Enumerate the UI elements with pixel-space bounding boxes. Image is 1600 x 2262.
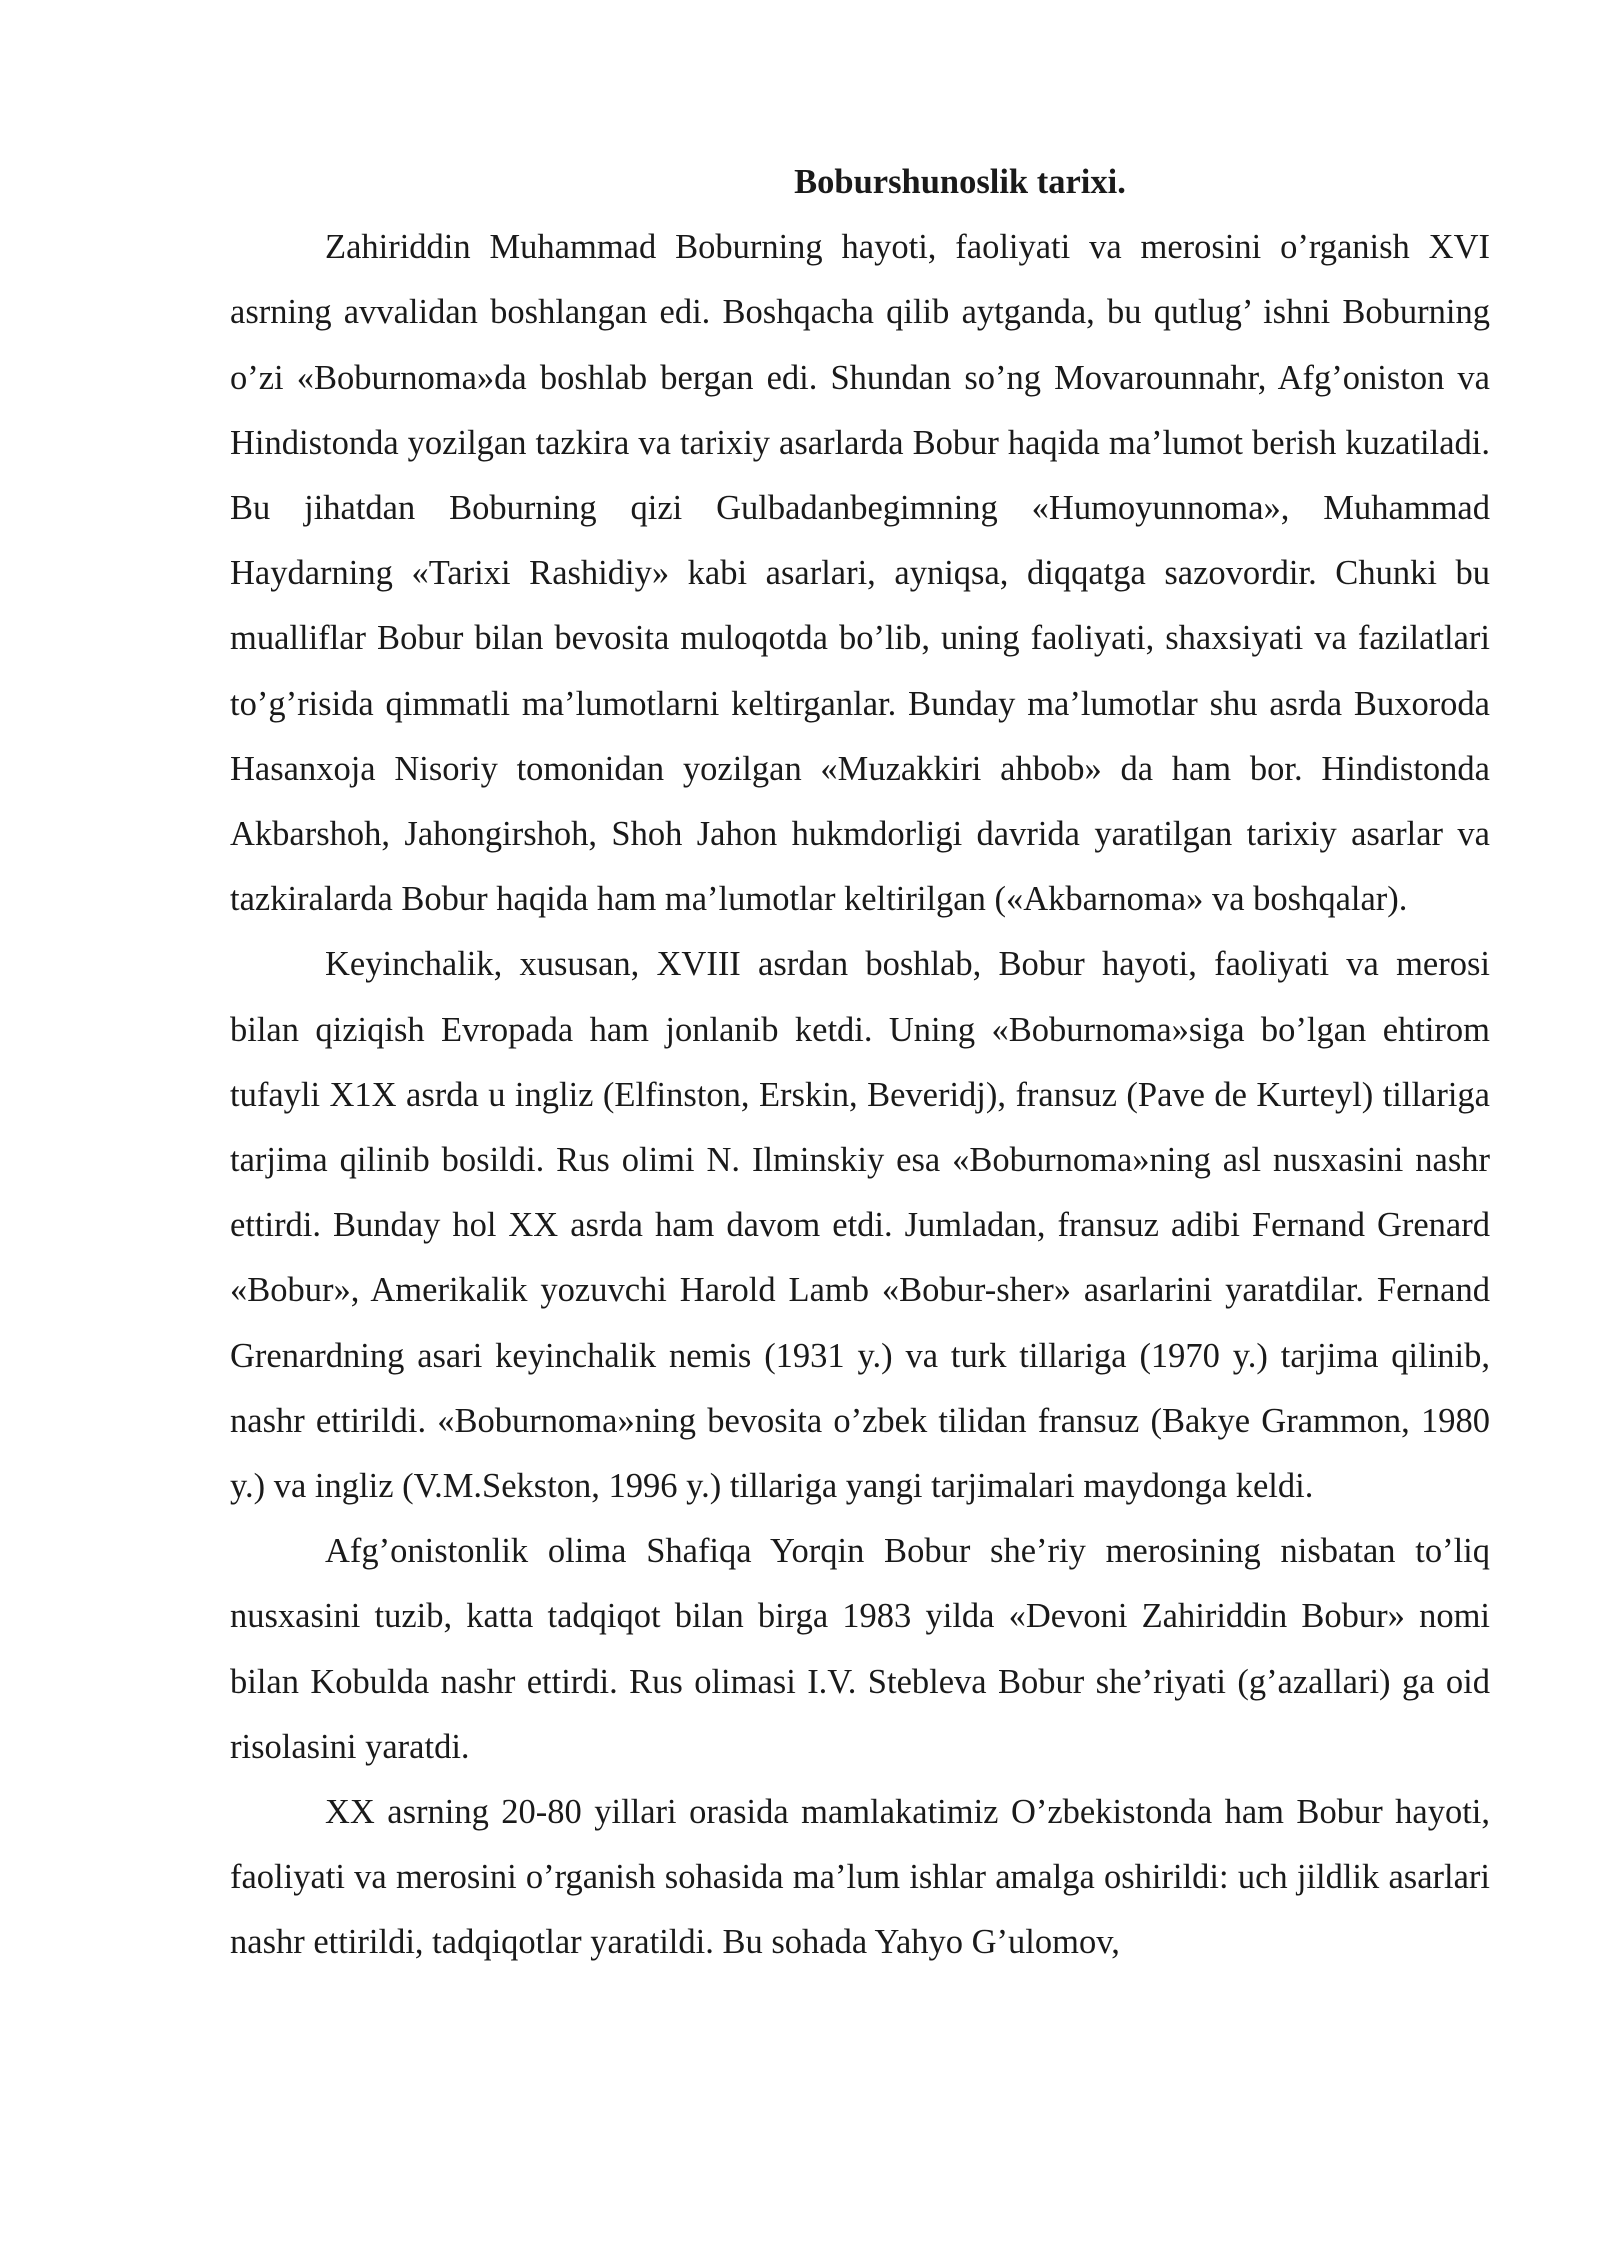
paragraph: XX asrning 20-80 yillari orasida mamlakatimiz O’zbekistonda ham Bobur hayoti, faoliyati va merosini o’rganish sohasida ma’lum ishlar amalga oshirildi: uch jildlik asarlari nashr ettirildi, tadqiqotlar yaratildi. Bu sohada Yahyo G’ulomov,: [230, 1793, 1490, 1962]
document-title: Boburshunoslik tarixi.: [794, 163, 1126, 201]
paragraph: Zahiriddin Muhammad Boburning hayoti, faoliyati va merosini o’rganish XVI asrning avvalidan boshlangan edi. Boshqacha qilib aytganda, bu qutlug’ ishni Boburning o’zi «Boburnoma»da boshlab bergan edi. Shundan so’ng Movarounnahr, Afg’oniston va Hindistonda yozilgan tazkira va tarixiy asarlarda Bobur haqida ma’lumot berish kuzatiladi. Bu jihatdan Boburning qizi Gulbadanbegimning «Humoyunnoma», Muhammad Haydarning «Tarixi Rashidiy» kabi asarlari, ayniqsa, diqqatga sazovordir. Chunki bu mualliflar Bobur bilan bevosita muloqotda bo’lib, uning faoliyati, shaxsiyati va fazilatlari to’g’risida qimmatli ma’lumotlarni keltirganlar. Bunday ma’lumotlar shu asrda Buxoroda Hasanxoja Nisoriy tomonidan yozilgan «Muzakkiri ahbob» da ham bor. Hindistonda Akbarshoh, Jahongirshoh, Shoh Jahon hukmdorligi davrida yaratilgan tarixiy asarlar va tazkiralarda Bobur haqida ham ma’lumotlar keltirilgan («Akbarnoma» va boshqalar).: [230, 228, 1490, 919]
paragraph: Keyinchalik, xususan, XVIII asrdan boshlab, Bobur hayoti, faoliyati va merosi bilan qiziqish Evropada ham jonlanib ketdi. Uning «Boburnoma»siga bo’lgan ehtirom tufayli X1X asrda u ingliz (Elfinston, Erskin, Beveridj), fransuz (Pave de Kurteyl) tillariga tarjima qilinib bosildi. Rus olimi N. Ilminskiy esa «Boburnoma»ning asl nusxasini nashr ettirdi. Bunday hol XX asrda ham davom etdi. Jumladan, fransuz adibi Fernand Grenard «Bobur», Amerikalik yozuvchi Harold Lamb «Bobur-sher» asarlarini yaratdilar. Fernand Grenardning asari keyinchalik nemis (1931 y.) va turk tillariga (1970 y.) tarjima qilinib, nashr ettirildi. «Boburnoma»ning bevosita o’zbek tilidan fransuz (Bakye Grammon, 1980 y.) va ingliz (V.M.Sekston, 1996 y.) tillariga yangi tarjimalari maydonga keldi.: [230, 945, 1490, 1506]
paragraph: Afg’onistonlik olima Shafiqa Yorqin Bobur she’riy merosining nisbatan to’liq nusxasini tuzib, katta tadqiqot bilan birga 1983 yilda «Devoni Zahiriddin Bobur» nomi bilan Kobulda nashr ettirdi. Rus olimasi I.V. Stebleva Bobur she’riyati (g’azallari) ga oid risolasini yaratdi.: [230, 1532, 1490, 1766]
document-body: [230, 150, 1490, 1976]
